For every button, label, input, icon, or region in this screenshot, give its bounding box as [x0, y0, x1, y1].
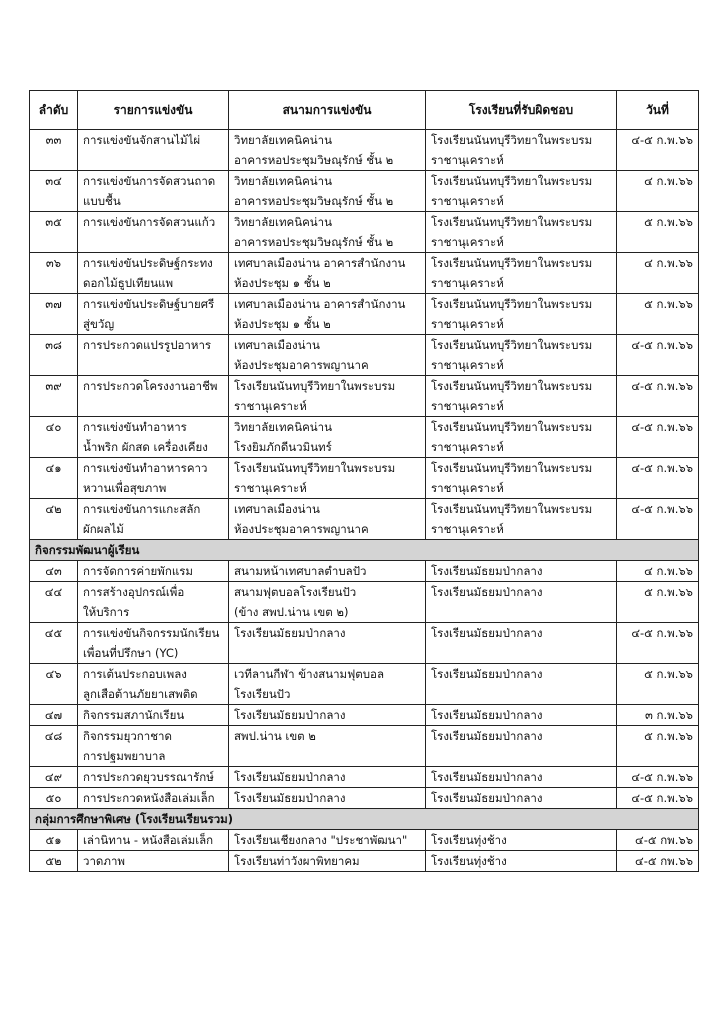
school-line: ราชานุเคราะห์ — [431, 276, 504, 290]
cell-school — [426, 212, 617, 253]
event-line: หวานเพื่อสุขภาพ — [83, 481, 167, 495]
table-row — [30, 788, 699, 809]
cell-venue — [229, 253, 426, 294]
cell-event — [78, 253, 229, 294]
header-no: ลำดับ — [30, 91, 78, 130]
table-body — [30, 130, 699, 872]
event-line: น้ำพริก ผักสด เครื่องเคียง — [83, 440, 208, 454]
section-row — [30, 540, 699, 561]
row-number — [30, 561, 78, 582]
cell-event — [78, 726, 229, 767]
school-line: โรงเรียนมัธยมป่ากลาง — [431, 791, 543, 805]
cell-school — [426, 294, 617, 335]
school-line: โรงเรียนนันทบุรีวิทยาในพระบรม — [431, 215, 593, 229]
school-line: โรงเรียนมัธยมป่ากลาง — [431, 626, 543, 640]
cell-school — [426, 582, 617, 623]
school-line: โรงเรียนนันทบุรีวิทยาในพระบรม — [431, 461, 593, 475]
event-line: การแข่งขันการแกะสลัก — [83, 502, 201, 516]
school-line: โรงเรียนมัธยมป่ากลาง — [431, 564, 543, 578]
cell-date — [617, 664, 699, 705]
venue-line: โรงเรียนนันทบุรีวิทยาในพระบรม — [234, 461, 396, 475]
row-number-text: ๔๑ — [45, 461, 62, 475]
row-number-text: ๔๔ — [44, 585, 63, 599]
event-line: การจัดการค่ายพักแรม — [83, 564, 194, 578]
row-number — [30, 830, 78, 851]
venue-line: โรงเรียนปัว — [234, 687, 291, 701]
date-text: ๔ ก.พ.๖๖ — [644, 564, 693, 578]
school-line: โรงเรียนมัธยมป่ากลาง — [431, 667, 543, 681]
school-line: ราชานุเคราะห์ — [431, 235, 504, 249]
row-number-text: ๓๙ — [45, 379, 62, 393]
event-line: การแข่งขันการจัดสวนแก้ว — [83, 215, 216, 229]
cell-school — [426, 335, 617, 376]
venue-line: ราชานุเคราะห์ — [234, 399, 307, 413]
cell-date — [617, 623, 699, 664]
event-line: การแข่งขันประดิษฐ์กระทง — [83, 256, 213, 270]
venue-line: ห้องประชุมอาคารพญานาค — [234, 522, 369, 536]
row-number — [30, 705, 78, 726]
row-number-text: ๔๐ — [45, 420, 62, 434]
school-line: ราชานุเคราะห์ — [431, 358, 504, 372]
header-school: โรงเรียนที่รับผิดชอบ — [426, 91, 617, 130]
event-line: กิจกรรมยุวกาชาด — [83, 729, 172, 743]
venue-line: โรงเรียนท่าวังผาพิทยาคม — [234, 854, 360, 868]
school-line: ราชานุเคราะห์ — [431, 399, 504, 413]
table-row — [30, 376, 699, 417]
date-text: ๕ ก.พ.๖๖ — [644, 215, 693, 229]
row-number-text: ๔๒ — [45, 502, 62, 516]
date-text: ๔-๕ ก.พ.๖๖ — [631, 770, 693, 784]
date-text: ๔-๕ ก.พ.๖๖ — [631, 420, 693, 434]
date-text: ๔-๕ ก.พ.๖๖ — [631, 379, 693, 393]
row-number — [30, 726, 78, 767]
cell-event — [78, 561, 229, 582]
cell-date — [617, 705, 699, 726]
event-line: สู่ขวัญ — [83, 317, 115, 331]
row-number — [30, 417, 78, 458]
row-number — [30, 499, 78, 540]
date-text: ๔-๕ กพ.๖๖ — [634, 833, 693, 847]
date-text: ๔ ก.พ.๖๖ — [644, 256, 693, 270]
cell-date — [617, 767, 699, 788]
date-text: ๔-๕ ก.พ.๖๖ — [631, 791, 693, 805]
cell-event — [78, 335, 229, 376]
table-row — [30, 767, 699, 788]
cell-venue — [229, 499, 426, 540]
cell-date — [617, 294, 699, 335]
cell-date — [617, 499, 699, 540]
venue-line: (ข้าง สพป.น่าน เขต ๒) — [234, 605, 349, 619]
date-text: ๔-๕ ก.พ.๖๖ — [631, 338, 693, 352]
schedule-table — [29, 90, 699, 872]
cell-date — [617, 830, 699, 851]
row-number-text: ๔๖ — [45, 667, 62, 681]
event-line: ดอกไม้ธูปเทียนแพ — [83, 276, 174, 290]
venue-line: วิทยาลัยเทคนิคน่าน — [234, 420, 332, 434]
cell-school — [426, 499, 617, 540]
cell-school — [426, 417, 617, 458]
school-line: ราชานุเคราะห์ — [431, 317, 504, 331]
venue-line: วิทยาลัยเทคนิคน่าน — [234, 215, 332, 229]
school-line: โรงเรียนนันทบุรีวิทยาในพระบรม — [431, 379, 593, 393]
date-text: ๔ ก.พ.๖๖ — [644, 174, 693, 188]
school-line: โรงเรียนนันทบุรีวิทยาในพระบรม — [431, 297, 593, 311]
row-number — [30, 212, 78, 253]
venue-line: อาคารหอประชุมวิษณุรักษ์ ชั้น ๒ — [234, 153, 394, 167]
cell-venue — [229, 582, 426, 623]
school-line: โรงเรียนนันทบุรีวิทยาในพระบรม — [431, 133, 593, 147]
school-line: โรงเรียนมัธยมป่ากลาง — [431, 729, 543, 743]
table-row — [30, 171, 699, 212]
row-number-text: ๓๓ — [45, 133, 62, 147]
cell-venue — [229, 458, 426, 499]
cell-venue — [229, 705, 426, 726]
row-number-text: ๓๕ — [45, 215, 62, 229]
row-number-text: ๕๐ — [45, 791, 62, 805]
table-row — [30, 417, 699, 458]
school-line: โรงเรียนมัธยมป่ากลาง — [431, 585, 543, 599]
date-text: ๕ ก.พ.๖๖ — [644, 585, 693, 599]
header-venue: สนามการแข่งขัน — [229, 91, 426, 130]
table-row — [30, 130, 699, 171]
row-number-text: ๕๑ — [45, 833, 62, 847]
row-number — [30, 130, 78, 171]
date-text: ๓ ก.พ.๖๖ — [645, 708, 693, 722]
row-number — [30, 458, 78, 499]
venue-line: สนามฟุตบอลโรงเรียนปัว — [234, 585, 357, 599]
cell-venue — [229, 212, 426, 253]
section-row — [30, 809, 699, 830]
school-line: ราชานุเคราะห์ — [431, 153, 504, 167]
venue-line: วิทยาลัยเทคนิคน่าน — [234, 133, 332, 147]
table-row — [30, 212, 699, 253]
cell-event — [78, 458, 229, 499]
cell-venue — [229, 294, 426, 335]
venue-line: วิทยาลัยเทคนิคน่าน — [234, 174, 332, 188]
header-event: รายการแข่งขัน — [78, 91, 229, 130]
table-row — [30, 851, 699, 872]
row-number — [30, 767, 78, 788]
event-line: การแข่งขันทำอาหารคาว — [83, 461, 208, 475]
cell-date — [617, 417, 699, 458]
row-number — [30, 664, 78, 705]
row-number — [30, 253, 78, 294]
venue-line: สพป.น่าน เขต ๒ — [234, 729, 316, 743]
cell-date — [617, 726, 699, 767]
table-row — [30, 561, 699, 582]
row-number — [30, 623, 78, 664]
venue-line: เทศบาลเมืองน่าน — [234, 338, 320, 352]
cell-school — [426, 253, 617, 294]
venue-line: โรงเรียนมัธยมป่ากลาง — [234, 770, 346, 784]
event-line: การประกวดยุวบรรณารักษ์ — [83, 770, 214, 784]
school-line: โรงเรียนนันทบุรีวิทยาในพระบรม — [431, 420, 593, 434]
row-number-text: ๔๙ — [44, 770, 63, 784]
event-line: การแข่งขันการจัดสวนถาด — [83, 174, 216, 188]
cell-event — [78, 171, 229, 212]
cell-venue — [229, 830, 426, 851]
event-line: การแข่งขันกิจกรรมนักเรียน — [83, 626, 220, 640]
cell-venue — [229, 767, 426, 788]
date-text: ๔-๕ ก.พ.๖๖ — [631, 502, 693, 516]
event-line: การเต้นประกอบเพลง — [83, 667, 187, 681]
cell-venue — [229, 726, 426, 767]
row-number — [30, 851, 78, 872]
table-row — [30, 582, 699, 623]
table-row — [30, 664, 699, 705]
event-line: เพื่อนที่ปรึกษา (YC) — [83, 646, 179, 660]
school-line: โรงเรียนมัธยมป่ากลาง — [431, 770, 543, 784]
table-row — [30, 830, 699, 851]
cell-event — [78, 294, 229, 335]
event-line: การปฐมพยาบาล — [83, 749, 166, 763]
cell-date — [617, 212, 699, 253]
table-row — [30, 726, 699, 767]
row-number-text: ๕๒ — [45, 854, 62, 868]
school-line: โรงเรียนนันทบุรีวิทยาในพระบรม — [431, 256, 593, 270]
venue-line: โรงเรียนมัธยมป่ากลาง — [234, 791, 346, 805]
table-row — [30, 335, 699, 376]
header-date: วันที่ — [617, 91, 699, 130]
cell-event — [78, 376, 229, 417]
venue-line: เวทีลานกีฬา ข้างสนามฟุตบอล — [234, 667, 384, 681]
cell-date — [617, 788, 699, 809]
date-text: ๔-๕ กพ.๖๖ — [634, 854, 693, 868]
row-number-text: ๓๗ — [45, 297, 62, 311]
venue-line: ราชานุเคราะห์ — [234, 481, 307, 495]
school-line: ราชานุเคราะห์ — [431, 522, 504, 536]
venue-line: เทศบาลเมืองน่าน อาคารสำนักงาน — [234, 297, 406, 311]
cell-school — [426, 623, 617, 664]
venue-line: ห้องประชุม ๑ ชั้น ๒ — [234, 317, 331, 331]
venue-line: โรงเรียนมัธยมป่ากลาง — [234, 708, 346, 722]
cell-event — [78, 705, 229, 726]
cell-event — [78, 830, 229, 851]
cell-event — [78, 623, 229, 664]
event-line: การแข่งขันทำอาหาร — [83, 420, 187, 434]
school-line: โรงเรียนนันทบุรีวิทยาในพระบรม — [431, 338, 593, 352]
cell-event — [78, 417, 229, 458]
cell-event — [78, 767, 229, 788]
venue-line: โรงเรียนเชียงกลาง "ประชาพัฒนา" — [234, 833, 408, 847]
header-row — [30, 91, 699, 130]
school-line: โรงเรียนนันทบุรีวิทยาในพระบรม — [431, 174, 593, 188]
row-number — [30, 788, 78, 809]
cell-venue — [229, 623, 426, 664]
table-row — [30, 294, 699, 335]
date-text: ๔-๕ ก.พ.๖๖ — [631, 461, 693, 475]
cell-date — [617, 335, 699, 376]
section-title: กลุ่มการศึกษาพิเศษ (โรงเรียนเรียนรวม) — [30, 809, 699, 830]
cell-event — [78, 664, 229, 705]
cell-school — [426, 788, 617, 809]
row-number-text: ๔๘ — [44, 729, 63, 743]
cell-date — [617, 582, 699, 623]
cell-date — [617, 376, 699, 417]
cell-venue — [229, 417, 426, 458]
row-number-text: ๓๔ — [45, 174, 62, 188]
date-text: ๔-๕ ก.พ.๖๖ — [631, 626, 693, 640]
venue-line: ห้องประชุมอาคารพญานาค — [234, 358, 369, 372]
event-line: การประกวดหนังสือเล่มเล็ก — [83, 791, 215, 805]
cell-school — [426, 458, 617, 499]
cell-school — [426, 726, 617, 767]
cell-school — [426, 851, 617, 872]
venue-line: โรงยิมภักดีนวมินทร์ — [234, 440, 332, 454]
event-line: ลูกเสือต้านภัยยาเสพติด — [83, 687, 198, 701]
venue-line: โรงเรียนนันทบุรีวิทยาในพระบรม — [234, 379, 396, 393]
venue-line: อาคารหอประชุมวิษณุรักษ์ ชั้น ๒ — [234, 235, 394, 249]
cell-date — [617, 561, 699, 582]
date-text: ๕ ก.พ.๖๖ — [644, 297, 693, 311]
venue-line: ห้องประชุม ๑ ชั้น ๒ — [234, 276, 331, 290]
event-line: การประกวดโครงงานอาชีพ — [83, 379, 218, 393]
row-number-text: ๓๖ — [45, 256, 62, 270]
table-row — [30, 253, 699, 294]
table-row — [30, 499, 699, 540]
venue-line: เทศบาลเมืองน่าน อาคารสำนักงาน — [234, 256, 406, 270]
school-line: โรงเรียนนันทบุรีวิทยาในพระบรม — [431, 502, 593, 516]
event-line: การแข่งขันจักสานไม้ไผ่ — [83, 133, 201, 147]
row-number — [30, 582, 78, 623]
cell-school — [426, 767, 617, 788]
school-line: ราชานุเคราะห์ — [431, 481, 504, 495]
cell-event — [78, 499, 229, 540]
cell-school — [426, 171, 617, 212]
cell-date — [617, 130, 699, 171]
cell-school — [426, 705, 617, 726]
school-line: ราชานุเคราะห์ — [431, 440, 504, 454]
school-line: โรงเรียนทุ่งช้าง — [431, 854, 507, 868]
date-text: ๔-๕ ก.พ.๖๖ — [631, 133, 693, 147]
section-title: กิจกรรมพัฒนาผู้เรียน — [30, 540, 699, 561]
event-line: กิจกรรมสภานักเรียน — [83, 708, 185, 722]
date-text: ๕ ก.พ.๖๖ — [644, 667, 693, 681]
cell-venue — [229, 130, 426, 171]
cell-event — [78, 788, 229, 809]
cell-school — [426, 376, 617, 417]
cell-date — [617, 171, 699, 212]
event-line: การสร้างอุปกรณ์เพื่อ — [83, 585, 185, 599]
event-line: แบบชื้น — [83, 194, 121, 208]
venue-line: อาคารหอประชุมวิษณุรักษ์ ชั้น ๒ — [234, 194, 394, 208]
cell-school — [426, 561, 617, 582]
cell-school — [426, 830, 617, 851]
cell-event — [78, 851, 229, 872]
venue-line: โรงเรียนมัธยมป่ากลาง — [234, 626, 346, 640]
cell-event — [78, 582, 229, 623]
row-number — [30, 376, 78, 417]
event-line: เล่านิทาน - หนังสือเล่มเล็ก — [83, 833, 214, 847]
venue-line: เทศบาลเมืองน่าน — [234, 502, 320, 516]
cell-school — [426, 664, 617, 705]
event-line: วาดภาพ — [83, 854, 126, 868]
row-number — [30, 171, 78, 212]
cell-venue — [229, 664, 426, 705]
table-row — [30, 458, 699, 499]
row-number — [30, 294, 78, 335]
cell-venue — [229, 851, 426, 872]
cell-date — [617, 458, 699, 499]
event-line: ให้บริการ — [83, 605, 130, 619]
cell-school — [426, 130, 617, 171]
cell-venue — [229, 171, 426, 212]
row-number — [30, 335, 78, 376]
row-number-text: ๔๓ — [45, 564, 62, 578]
cell-date — [617, 851, 699, 872]
row-number-text: ๔๕ — [44, 626, 63, 640]
table-row — [30, 623, 699, 664]
row-number-text: ๔๗ — [44, 708, 63, 722]
date-text: ๕ ก.พ.๖๖ — [644, 729, 693, 743]
school-line: ราชานุเคราะห์ — [431, 194, 504, 208]
venue-line: สนามหน้าเทศบาลตำบลปัว — [234, 564, 367, 578]
cell-event — [78, 130, 229, 171]
table-row — [30, 705, 699, 726]
cell-date — [617, 253, 699, 294]
cell-venue — [229, 335, 426, 376]
school-line: โรงเรียนทุ่งช้าง — [431, 833, 507, 847]
school-line: โรงเรียนมัธยมป่ากลาง — [431, 708, 543, 722]
event-line: การประกวดแปรรูปอาหาร — [83, 338, 212, 352]
cell-venue — [229, 376, 426, 417]
row-number-text: ๓๘ — [45, 338, 62, 352]
cell-venue — [229, 788, 426, 809]
cell-event — [78, 212, 229, 253]
event-line: การแข่งขันประดิษฐ์บายศรี — [83, 297, 215, 311]
event-line: ผักผลไม้ — [83, 522, 124, 536]
cell-venue — [229, 561, 426, 582]
